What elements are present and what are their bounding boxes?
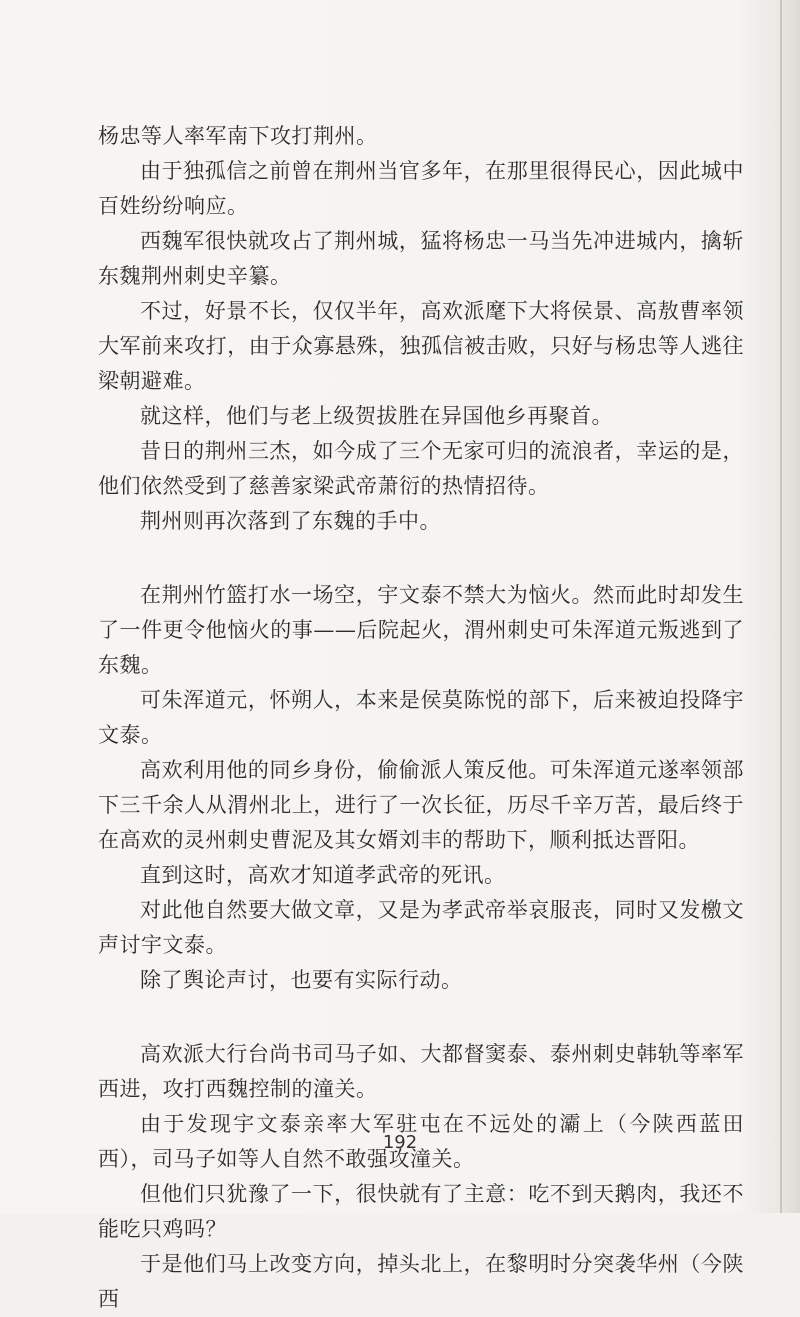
page-number: 192 <box>382 1132 418 1153</box>
paragraph: 除了舆论声讨，也要有实际行动。 <box>140 968 463 992</box>
paragraph: 昔日的荆州三杰，如今成了三个无家可归的流浪者，幸运的是，他们依然受到了慈善家梁武帝萧衍的热情招待。 <box>98 439 744 498</box>
paragraph: 于是他们马上改变方向，掉头北上，在黎明时分突袭华州（今陕西 <box>98 1252 744 1311</box>
text-section <box>98 119 744 539</box>
section-break <box>98 998 744 1037</box>
paragraph: 直到这时，高欢才知道孝武帝的死讯。 <box>140 863 506 887</box>
paragraph: 可朱浑道元，怀朔人，本来是侯莫陈悦的部下，后来被迫投降宇文泰。 <box>98 688 744 747</box>
text-section <box>98 578 744 998</box>
paragraph: 就这样，他们与老上级贺拔胜在异国他乡再聚首。 <box>140 404 613 428</box>
paragraph: 由于独孤信之前曾在荆州当官多年，在那里很得民心，因此城中百姓纷纷响应。 <box>98 159 744 218</box>
paragraph: 荆州则再次落到了东魏的手中。 <box>140 509 441 533</box>
paragraph: 在荆州竹篮打水一场空，宇文泰不禁大为恼火。然而此时却发生了一件更令他恼火的事——后院起火，渭州刺史可朱浑道元叛逃到了东魏。 <box>98 583 744 677</box>
paragraph: 对此他自然要大做文章，又是为孝武帝举哀服丧，同时又发檄文声讨宇文泰。 <box>98 898 744 957</box>
paragraph: 高欢派大行台尚书司马子如、大都督窦泰、泰州刺史韩轨等率军西进，攻打西魏控制的潼关。 <box>98 1042 744 1101</box>
paragraph: 由于发现宇文泰亲率大军驻屯在不远处的灞上（今陕西蓝田西），司马子如等人自然不敢强攻潼关。 <box>98 1112 744 1171</box>
paragraph: 杨忠等人率军南下攻打荆州。 <box>98 124 378 148</box>
text-section <box>98 1037 744 1317</box>
page-spine-shadow <box>780 0 782 1213</box>
paragraph: 不过，好景不长，仅仅半年，高欢派麾下大将侯景、高敖曹率领大军前来攻打，由于众寡悬殊，独孤信被击败，只好与杨忠等人逃往梁朝避难。 <box>98 299 744 393</box>
section-break <box>98 539 744 578</box>
paragraph: 但他们只犹豫了一下，很快就有了主意：吃不到天鹅肉，我还不能吃只鸡吗？ <box>98 1182 744 1241</box>
paragraph: 高欢利用他的同乡身份，偷偷派人策反他。可朱浑道元遂率领部下三千余人从渭州北上，进行了一次长征，历尽千辛万苦，最后终于在高欢的灵州刺史曹泥及其女婿刘丰的帮助下，顺利抵达晋阳。 <box>98 758 744 852</box>
paragraph: 西魏军很快就攻占了荆州城，猛将杨忠一马当先冲进城内，擒斩东魏荆州刺史辛纂。 <box>98 229 744 288</box>
